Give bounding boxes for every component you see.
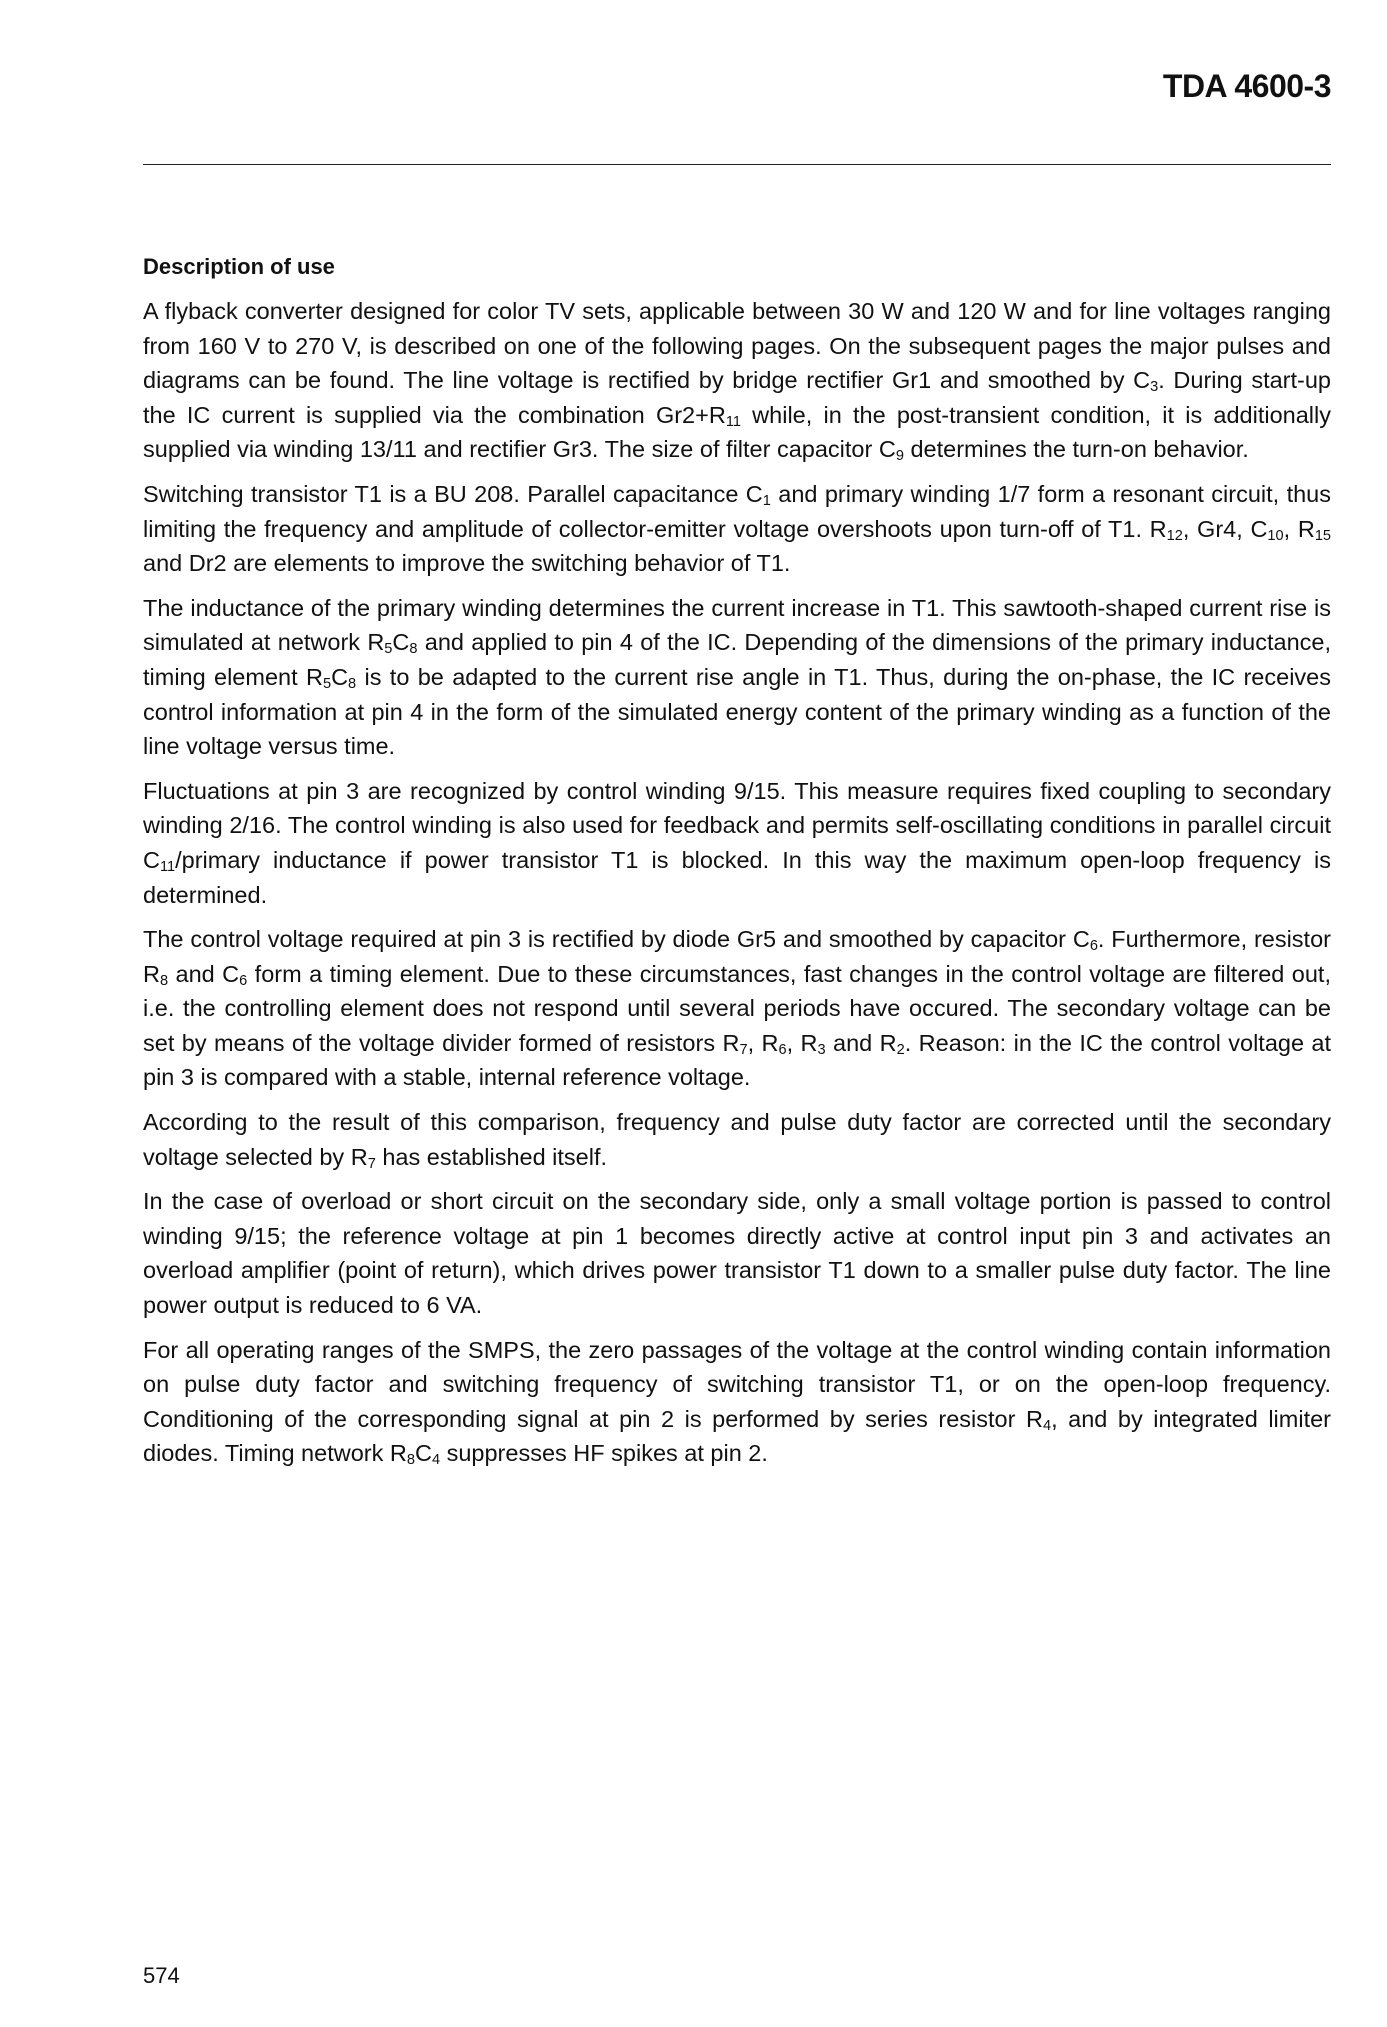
text-run: C	[143, 846, 160, 873]
text-run: and	[825, 1029, 880, 1056]
subscript: 4	[431, 1452, 441, 1469]
description-section	[143, 254, 1331, 1481]
text-run: . During start-up the IC current is supplied via the combination Gr2+	[143, 367, 1331, 428]
text-run: R	[367, 629, 385, 656]
text-run: C	[331, 663, 349, 690]
subscript: 6	[778, 1042, 787, 1059]
text-run: Fluctuations at pin 3 are recognized by control winding 9/15. This measure requires fixed coupling to secondary winding 2/16. The control winding is also used for feedback and permits self-oscillating conditions in parallel circuit	[143, 777, 1331, 839]
body-paragraph	[143, 1333, 1331, 1471]
text-run: , Gr4,	[1182, 515, 1251, 542]
text-run: R	[350, 1143, 368, 1170]
header-divider	[143, 164, 1331, 165]
text-run: R	[708, 401, 726, 428]
text-run: According to the result of this comparison, frequency and pulse duty factor are corrected until the secondary voltage selected by	[143, 1109, 1331, 1170]
text-run: R	[389, 1440, 407, 1467]
body-paragraph	[143, 591, 1331, 764]
text-run: R	[800, 1029, 818, 1056]
subscript: 7	[739, 1042, 748, 1059]
subscript: 10	[1267, 527, 1284, 544]
document-code: TDA 4600-3	[1162, 68, 1331, 104]
text-run: R	[761, 1029, 779, 1056]
text-run: For all operating ranges of the SMPS, the zero passages of the voltage at the control winding contain information on pulse duty factor and switching frequency of switching transistor T1, or on the open-loop frequency. Conditioning of the corresponding signal at pin 2 is performed by series resistor	[143, 1336, 1331, 1432]
text-run: determines the turn-on behavior.	[903, 436, 1249, 463]
text-run: R	[1149, 515, 1167, 542]
subscript: 11	[725, 413, 741, 430]
text-run: C	[414, 1440, 432, 1467]
text-run: C	[1133, 367, 1151, 394]
text-run: and	[168, 960, 223, 987]
text-run: form a timing element. Due to these circumstances, fast changes in the control voltage are filtered out, i.e. the controlling element does not respond until several periods have occured. The secondary voltage can be set by means of the voltage divider formed of resistors	[143, 960, 1331, 1056]
subscript: 15	[1314, 527, 1332, 544]
text-run: . Furthermore, resistor	[1097, 926, 1331, 953]
subscript: 6	[239, 972, 248, 989]
text-run: ,	[1283, 515, 1298, 542]
body-paragraph	[143, 922, 1331, 1095]
subscript: 5	[322, 676, 332, 693]
body-paragraph	[143, 294, 1331, 467]
subscript: 5	[384, 641, 393, 658]
subscript: 3	[817, 1042, 826, 1059]
text-run: . Reason: in the IC the control voltage at pin 3 is compared with a stable, internal reference voltage.	[143, 1029, 1332, 1091]
text-run: C	[222, 960, 240, 987]
page-number: 574	[143, 1963, 180, 1988]
text-run: and Dr2 are elements to improve the switching behavior of T1.	[143, 550, 791, 577]
text-run: C	[878, 436, 896, 463]
paragraph-list	[143, 294, 1331, 1471]
text-run: /primary inductance if power transistor T1 is blocked. In this way the maximum open-loop frequency is determined.	[143, 846, 1331, 908]
subscript: 8	[348, 676, 357, 693]
subscript: 4	[1042, 1418, 1052, 1435]
subscript: 3	[1150, 379, 1159, 396]
text-run: R	[1297, 515, 1315, 542]
text-run: The inductance of the primary winding determines the current increase in T1. This sawtooth-shaped current rise is simulated at network	[143, 594, 1331, 656]
text-run: The control voltage required at pin 3 is rectified by diode Gr5 and smoothed by capacitor	[143, 926, 1073, 953]
subscript: 7	[367, 1155, 376, 1172]
text-run: Switching transistor T1 is a BU 208. Parallel capacitance	[143, 480, 746, 507]
subscript: 11	[159, 859, 176, 876]
section-heading: Description of use	[143, 254, 335, 279]
subscript: 9	[895, 448, 904, 465]
text-run: C	[392, 629, 410, 656]
body-paragraph	[143, 1184, 1331, 1322]
text-run: A flyback converter designed for color TV sets, applicable between 30 W and 120 W and for line voltages ranging from 160 V to 270 V, is described on one of the following pages. On the subsequent pages the major pulses and diagrams can be found. The line voltage is rectified by bridge rectifier Gr1 and smoothed by	[143, 298, 1331, 394]
text-run: C	[745, 480, 763, 507]
text-run: C	[1250, 515, 1268, 542]
text-run: In the case of overload or short circuit on the secondary side, only a small voltage portion is passed to control winding 9/15; the reference voltage at pin 1 becomes directly active at control input pin 3 and activates an overload amplifier (point of return), which drives power transistor T1 down to a smaller pulse duty factor. The line power output is reduced to 6 VA.	[143, 1188, 1331, 1319]
text-run: while, in the post-transient condition, it is additionally supplied via winding 13/11 and rectifier Gr3. The size of filter capacitor	[143, 401, 1331, 463]
text-run: ,	[747, 1029, 762, 1056]
text-run: R	[143, 960, 160, 987]
subscript: 6	[1089, 938, 1098, 955]
text-run: , and by integrated limiter diodes. Timing network	[143, 1405, 1331, 1467]
text-run: R	[879, 1029, 897, 1056]
subscript: 2	[896, 1042, 905, 1059]
body-paragraph	[143, 477, 1331, 581]
text-run: R	[1025, 1405, 1043, 1432]
text-run: R	[305, 663, 323, 690]
subscript: 8	[406, 1452, 415, 1469]
subscript: 8	[409, 641, 418, 658]
subscript: 1	[762, 493, 771, 510]
subscript: 8	[159, 972, 169, 989]
text-run: has established itself.	[375, 1143, 608, 1170]
text-run: R	[722, 1029, 740, 1056]
text-run: C	[1072, 926, 1090, 953]
body-paragraph	[143, 1105, 1331, 1174]
text-run: is to be adapted to the current rise angle in T1. Thus, during the on-phase, the IC receives control information at pin 4 in the form of the simulated energy content of the primary winding as a function of the line voltage versus time.	[143, 663, 1331, 760]
text-run: suppresses HF spikes at pin 2.	[440, 1440, 768, 1467]
subscript: 12	[1166, 527, 1183, 544]
body-paragraph	[143, 774, 1331, 912]
text-run: ,	[786, 1029, 801, 1056]
text-run: and primary winding 1/7 form a resonant circuit, thus limiting the frequency and amplitude of collector-emitter voltage overshoots upon turn-off of T1.	[143, 480, 1331, 542]
text-run: and applied to pin 4 of the IC. Depending of the dimensions of the primary inductance, timing element	[143, 629, 1331, 690]
